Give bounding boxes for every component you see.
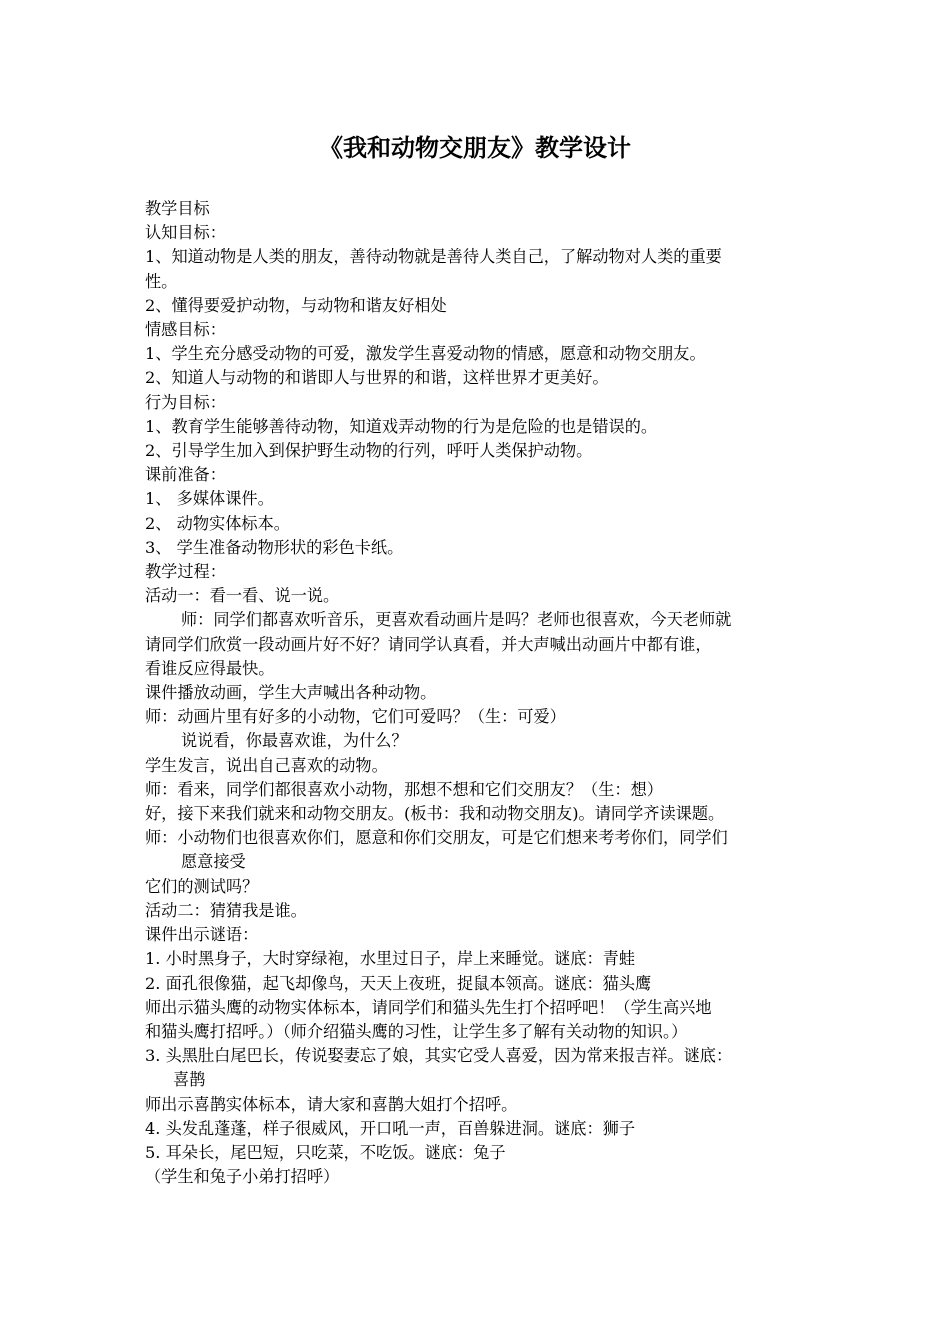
riddle-item: 1. 小时黑身子，大时穿绿袍，水里过日子，岸上来睡觉。谜底：青蛙 <box>145 949 636 969</box>
paragraph-line: 师出示猫头鹰的动物实体标本，请同学们和猫头先生打个招呼吧！（学生高兴地 <box>145 997 712 1017</box>
paragraph-line: 师：看来，同学们都很喜欢小动物，那想不想和它们交朋友？（生：想） <box>145 779 663 799</box>
subsection-heading: 认知目标： <box>145 223 226 243</box>
riddle-item: 3. 头黑肚白尾巴长，传说娶妻忘了娘，其实它受人喜爱，因为常来报吉祥。谜底： <box>145 1046 733 1066</box>
activity-heading: 活动一：看一看、说一说。 <box>145 586 340 606</box>
paragraph-line: 好，接下来我们就来和动物交朋友。(板书：我和动物交朋友)。请同学齐读课题。 <box>145 804 725 824</box>
section-heading: 教学目标 <box>145 199 210 218</box>
paragraph-line: 师：动画片里有好多的小动物，它们可爱吗？（生：可爱） <box>145 707 566 727</box>
paragraph-line: 课件播放动画，学生大声喊出各种动物。 <box>145 683 437 703</box>
paragraph-line: 它们的测试吗？ <box>145 876 259 896</box>
paragraph-line: 说说看，你最喜欢谁，为什么？ <box>181 731 408 751</box>
riddle-answer-continuation: 喜鹊 <box>173 1070 206 1090</box>
paragraph-line: 愿意接受 <box>181 852 246 872</box>
riddle-item: 2. 面孔很像猫，起飞却像鸟，天天上夜班，捉鼠本领高。谜底：猫头鹰 <box>145 973 652 993</box>
paragraph-line: 2、知道人与动物的和谐即人与世界的和谐，这样世界才更美好。 <box>145 368 609 388</box>
paragraph-line: 2、懂得要爱护动物，与动物和谐友好相处 <box>145 295 447 315</box>
list-item: 1、 多媒体课件。 <box>145 489 274 509</box>
paragraph-line: 师：小动物们也很喜欢你们，愿意和你们交朋友，可是它们想来考考你们，同学们 <box>145 828 728 848</box>
paragraph-line: 看谁反应得最快。 <box>145 658 275 678</box>
subsection-heading: 教学过程： <box>145 562 226 582</box>
subsection-heading: 情感目标： <box>145 320 226 340</box>
riddle-item: 5. 耳朵长，尾巴短，只吃菜，不吃饭。谜底：兔子 <box>145 1142 506 1162</box>
paragraph-line: 性。 <box>145 271 178 291</box>
paragraph-line: （学生和兔子小弟打招呼） <box>145 1167 340 1187</box>
paragraph-line: 1、学生充分感受动物的可爱，激发学生喜爱动物的情感，愿意和动物交朋友。 <box>145 344 706 364</box>
paragraph-line: 1、教育学生能够善待动物，知道戏弄动物的行为是危险的也是错误的。 <box>145 416 658 436</box>
paragraph-line: 请同学们欣赏一段动画片好不好？请同学认真看，并大声喊出动画片中都有谁， <box>145 634 712 654</box>
paragraph-line: 师：同学们都喜欢听音乐，更喜欢看动画片是吗？老师也很喜欢，今天老师就 <box>181 610 732 630</box>
subsection-heading: 课前准备： <box>145 465 226 485</box>
paragraph-line: 2、引导学生加入到保护野生动物的行列，呼吁人类保护动物。 <box>145 441 593 461</box>
paragraph-line: 和猫头鹰打招呼。）（师介绍猫头鹰的习性，让学生多了解有关动物的知识。） <box>145 1021 688 1041</box>
activity-heading: 活动二：猜猜我是谁。 <box>145 900 307 920</box>
paragraph-line: 1、知道动物是人类的朋友，善待动物就是善待人类自己，了解动物对人类的重要 <box>145 247 722 267</box>
paragraph-line: 师出示喜鹊实体标本，请大家和喜鹊大姐打个招呼。 <box>145 1094 518 1114</box>
document-body <box>145 197 810 1189</box>
riddle-item: 4. 头发乱蓬蓬，样子很威风，开口吼一声，百兽躲进洞。谜底：狮子 <box>145 1118 636 1138</box>
paragraph-line: 学生发言，说出自己喜欢的动物。 <box>145 755 388 775</box>
list-item: 3、 学生准备动物形状的彩色卡纸。 <box>145 537 404 557</box>
subsection-heading: 行为目标： <box>145 392 226 412</box>
paragraph-line: 课件出示谜语： <box>145 925 259 945</box>
list-item: 2、 动物实体标本。 <box>145 513 290 533</box>
document-title: 《我和动物交朋友》教学设计 <box>319 133 631 162</box>
